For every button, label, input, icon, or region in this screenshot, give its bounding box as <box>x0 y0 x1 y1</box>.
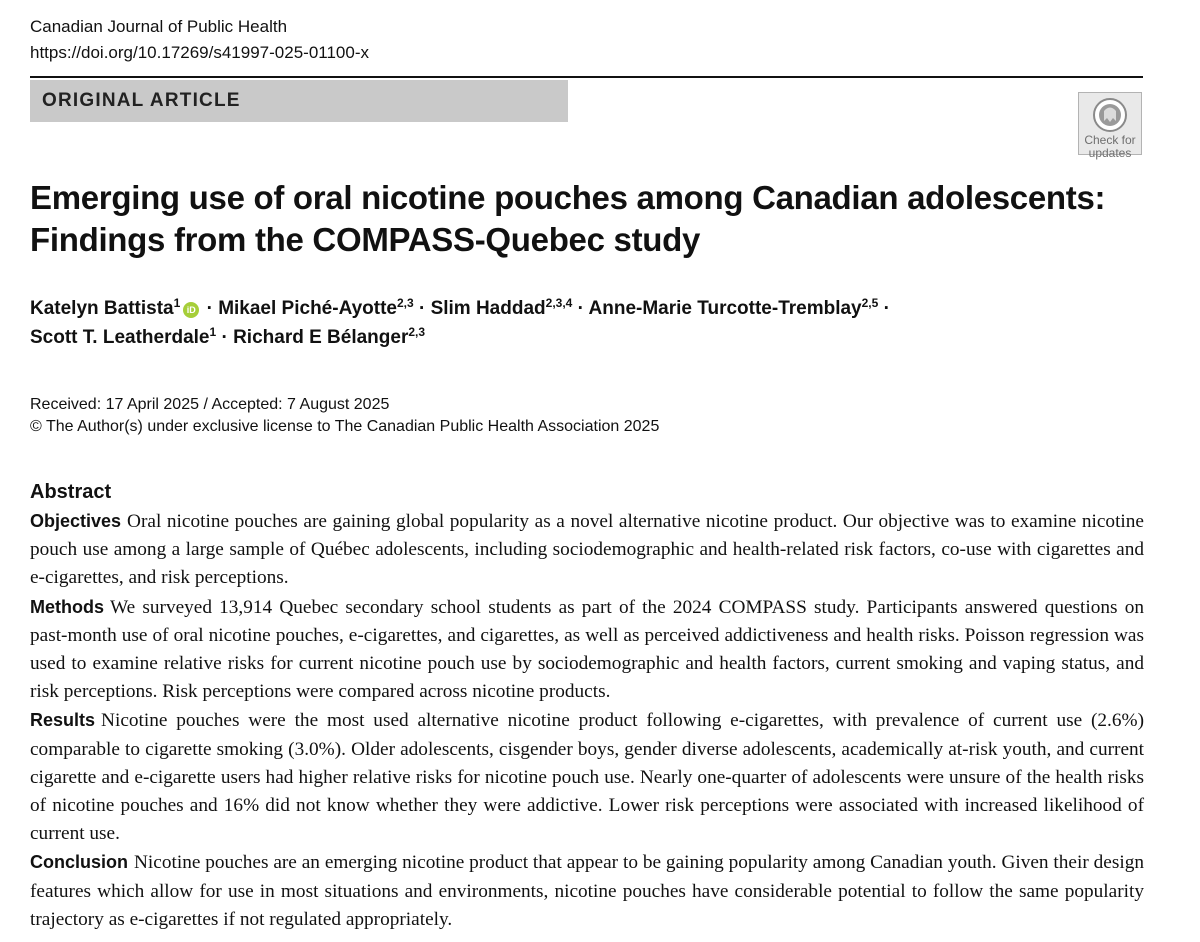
author-name[interactable]: Scott T. Leatherdale <box>30 327 210 348</box>
author-name[interactable]: Richard E Bélanger <box>233 327 409 348</box>
title-line-1: Emerging use of oral nicotine pouches among Canadian adolescents: <box>30 179 1106 216</box>
author-affiliation: 2,5 <box>861 296 879 310</box>
check-for-updates-icon <box>1092 97 1128 133</box>
article-title <box>30 177 1150 261</box>
abstract-section-text: We surveyed 13,914 Quebec secondary school students as part of the 2024 COMPASS study. Participants answered questions on past-month use of oral nicotine pouches, e-cigarettes, and cigarettes, as well as perceived addictiveness and health risks. Poisson regression was used to examine relative risks for current nicotine pouch use by sociodemographic and health factors, current smoking and vaping status, and risk perceptions. Risk perceptions were compared across nicotine products. <box>30 596 1144 703</box>
author-name[interactable]: Katelyn Battista <box>30 298 174 319</box>
abstract-heading: Abstract <box>30 481 112 503</box>
author-affiliation: 2,3 <box>408 325 426 339</box>
author-affiliation: 1 <box>173 296 181 310</box>
abstract-section-text: Nicotine pouches were the most used alternative nicotine product following e-cigarettes, with prevalence of current use (2.6%) comparable to cigarette smoking (3.0%). Older adolescents, cisgender boys, gender diverse adolescents, academically at-risk youth, and current cigarette and e-cigarette users had higher relative risks for nicotine pouch use. Nearly one-quarter of adolescents were unsure of the health risks of nicotine pouches and 16% did not know whether they were addictive. Lower risk perceptions were associated with increased likelihood of current use. <box>30 710 1144 845</box>
abstract-section-text: Oral nicotine pouches are gaining global popularity as a novel alternative nicotine product. Our objective was to examine nicotine pouch use among a large sample of Québec adolescents, including sociodemographic and health-related risk factors, co-use with cigarettes and e-cigarettes, and risk perceptions. <box>30 511 1144 589</box>
abstract-section-label: Objectives <box>30 511 122 531</box>
author-list <box>30 294 1160 352</box>
author-affiliation: 1 <box>209 325 217 339</box>
journal-name: Canadian Journal of Public Health <box>30 17 288 36</box>
article-type-banner: ORIGINAL ARTICLE <box>30 80 568 122</box>
copyright-line: © The Author(s) under exclusive license to The Canadian Public Health Association 2025 <box>30 418 660 435</box>
abstract-results <box>30 706 1144 848</box>
check-for-updates-line1: Check for <box>1084 133 1136 147</box>
author-name[interactable]: Mikael Piché-Ayotte <box>218 298 397 319</box>
abstract-methods <box>30 593 1144 707</box>
check-for-updates-badge[interactable] <box>1078 92 1142 160</box>
check-for-updates-line2: updates <box>1088 146 1132 160</box>
author-name[interactable]: Slim Haddad <box>430 298 546 319</box>
abstract-section-label: Conclusion <box>30 852 128 873</box>
author-separator: · <box>883 298 890 319</box>
author-separator: · <box>577 298 584 319</box>
header-rule <box>30 76 1143 78</box>
title-line-2: Findings from the COMPASS-Quebec study <box>30 221 701 258</box>
author-name[interactable]: Anne-Marie Turcotte-Tremblay <box>588 298 862 319</box>
abstract-section-label: Methods <box>30 596 104 617</box>
doi-link[interactable]: https://doi.org/10.17269/s41997-025-01100-x <box>30 43 369 62</box>
abstract-section-text: Nicotine pouches are an emerging nicotine product that appear to be gaining popularity among Canadian youth. Given their design features which allow for use in most situations and environments, nicotine pouches have considerable potential to follow the same popularity trajectory as e-cigarettes if not regulated appropriately. <box>30 852 1144 930</box>
abstract-section-label: Results <box>30 710 96 731</box>
abstract-body <box>30 507 1144 934</box>
author-separator: · <box>221 327 228 348</box>
abstract-conclusion <box>30 848 1144 934</box>
abstract-objectives <box>30 507 1144 593</box>
journal-header <box>30 14 369 66</box>
author-separator: · <box>206 298 213 319</box>
author-affiliation: 2,3 <box>396 296 414 310</box>
author-separator: · <box>418 298 426 319</box>
article-dates <box>30 394 659 438</box>
orcid-icon[interactable]: iD <box>183 302 199 318</box>
received-accepted-dates: Received: 17 April 2025 / Accepted: 7 August 2025 <box>30 396 390 413</box>
author-affiliation: 2,3,4 <box>545 296 573 310</box>
